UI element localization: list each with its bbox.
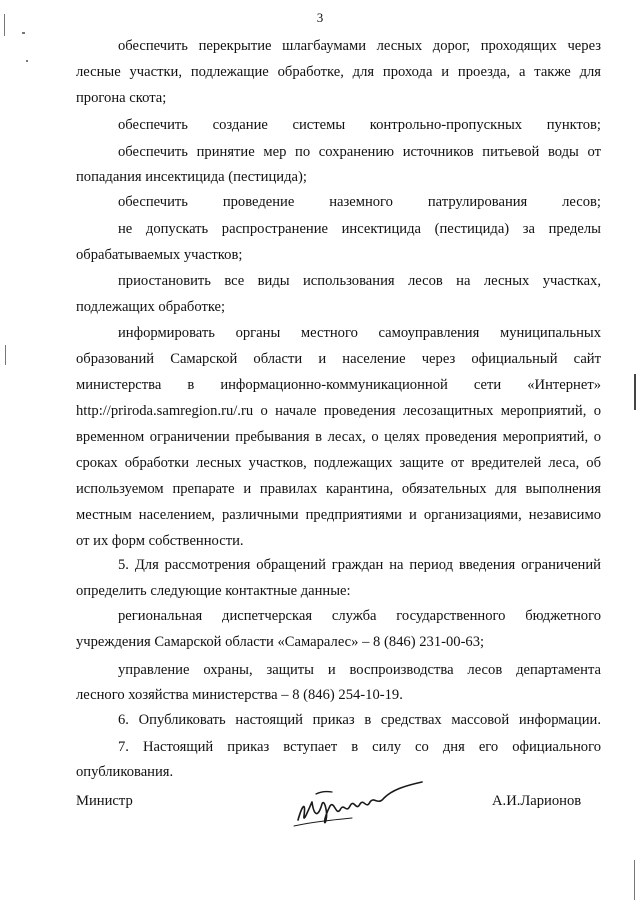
text-line: обрабатываемых участков;	[76, 247, 243, 263]
text-line: приостановить все виды использования лесов на лесных участках,	[118, 273, 601, 289]
text-line: опубликования.	[76, 764, 174, 780]
scan-mark	[634, 860, 635, 900]
scan-mark	[5, 345, 6, 365]
page-number: 3	[316, 10, 324, 25]
text-line: обеспечить принятие мер по сохранению источников питьевой воды от	[118, 144, 601, 160]
text-line: местным населением, различными предприятиями и организациями, независимо	[76, 507, 601, 523]
text-line: от их форм собственности.	[76, 533, 244, 549]
text-line: 5. Для рассмотрения обращений граждан на период введения ограничений	[118, 557, 601, 573]
text-line: обеспечить перекрытие шлагбаумами лесных дорог, проходящих через	[118, 38, 601, 54]
text-line: учреждения Самарской области «Самаралес» – 8 (846) 231-00-63;	[76, 634, 485, 650]
text-line: министерства в информационно-коммуникационной сети «Интернет»	[76, 377, 601, 393]
text-line: прогона скота;	[76, 90, 167, 106]
text-line: информировать органы местного самоуправления муниципальных	[118, 325, 601, 341]
text-line: обеспечить создание системы контрольно-пропускных пунктов;	[118, 117, 601, 133]
text-line: управление охраны, защиты и воспроизводства лесов департамента	[118, 662, 601, 678]
text-line: региональная диспетчерская служба государственного бюджетного	[118, 608, 601, 624]
text-line: используемом препарате и правилах карантина, обязательных для выполнения	[76, 481, 601, 497]
text-line: 6. Опубликовать настоящий приказ в средствах массовой информации.	[118, 712, 601, 728]
text-line: определить следующие контактные данные:	[76, 583, 351, 599]
scan-mark	[4, 14, 5, 36]
text-line: временном ограничении пребывания в лесах, о целях проведения мероприятий, о	[76, 429, 601, 445]
text-line: обеспечить проведение наземного патрулирования лесов;	[118, 194, 601, 210]
text-line: не допускать распространение инсектицида (пестицида) за пределы	[118, 221, 601, 237]
text-line: попадания инсектицида (пестицида);	[76, 169, 307, 185]
handwritten-signature-icon	[292, 776, 432, 832]
text-line: 7. Настоящий приказ вступает в силу со дня его официального	[118, 739, 601, 755]
text-line: лесного хозяйства министерства – 8 (846) 254-10-19.	[76, 687, 403, 703]
scan-mark	[26, 60, 28, 62]
text-line: http://priroda.samregion.ru/.ru о начале проведения лесозащитных мероприятий, о	[76, 403, 601, 419]
text-line: лесные участки, подлежащие обработке, для прохода и проезда, а также для	[76, 64, 601, 80]
scan-mark	[634, 374, 636, 410]
signatory-title: Министр	[76, 793, 133, 809]
text-line: образований Самарской области и население через официальный сайт	[76, 351, 601, 367]
text-line: сроках обработки лесных участков, подлежащих защите от вредителей леса, об	[76, 455, 601, 471]
text-line: подлежащих обработке;	[76, 299, 226, 315]
scan-mark	[22, 32, 25, 34]
signatory-name: А.И.Ларионов	[492, 793, 582, 809]
